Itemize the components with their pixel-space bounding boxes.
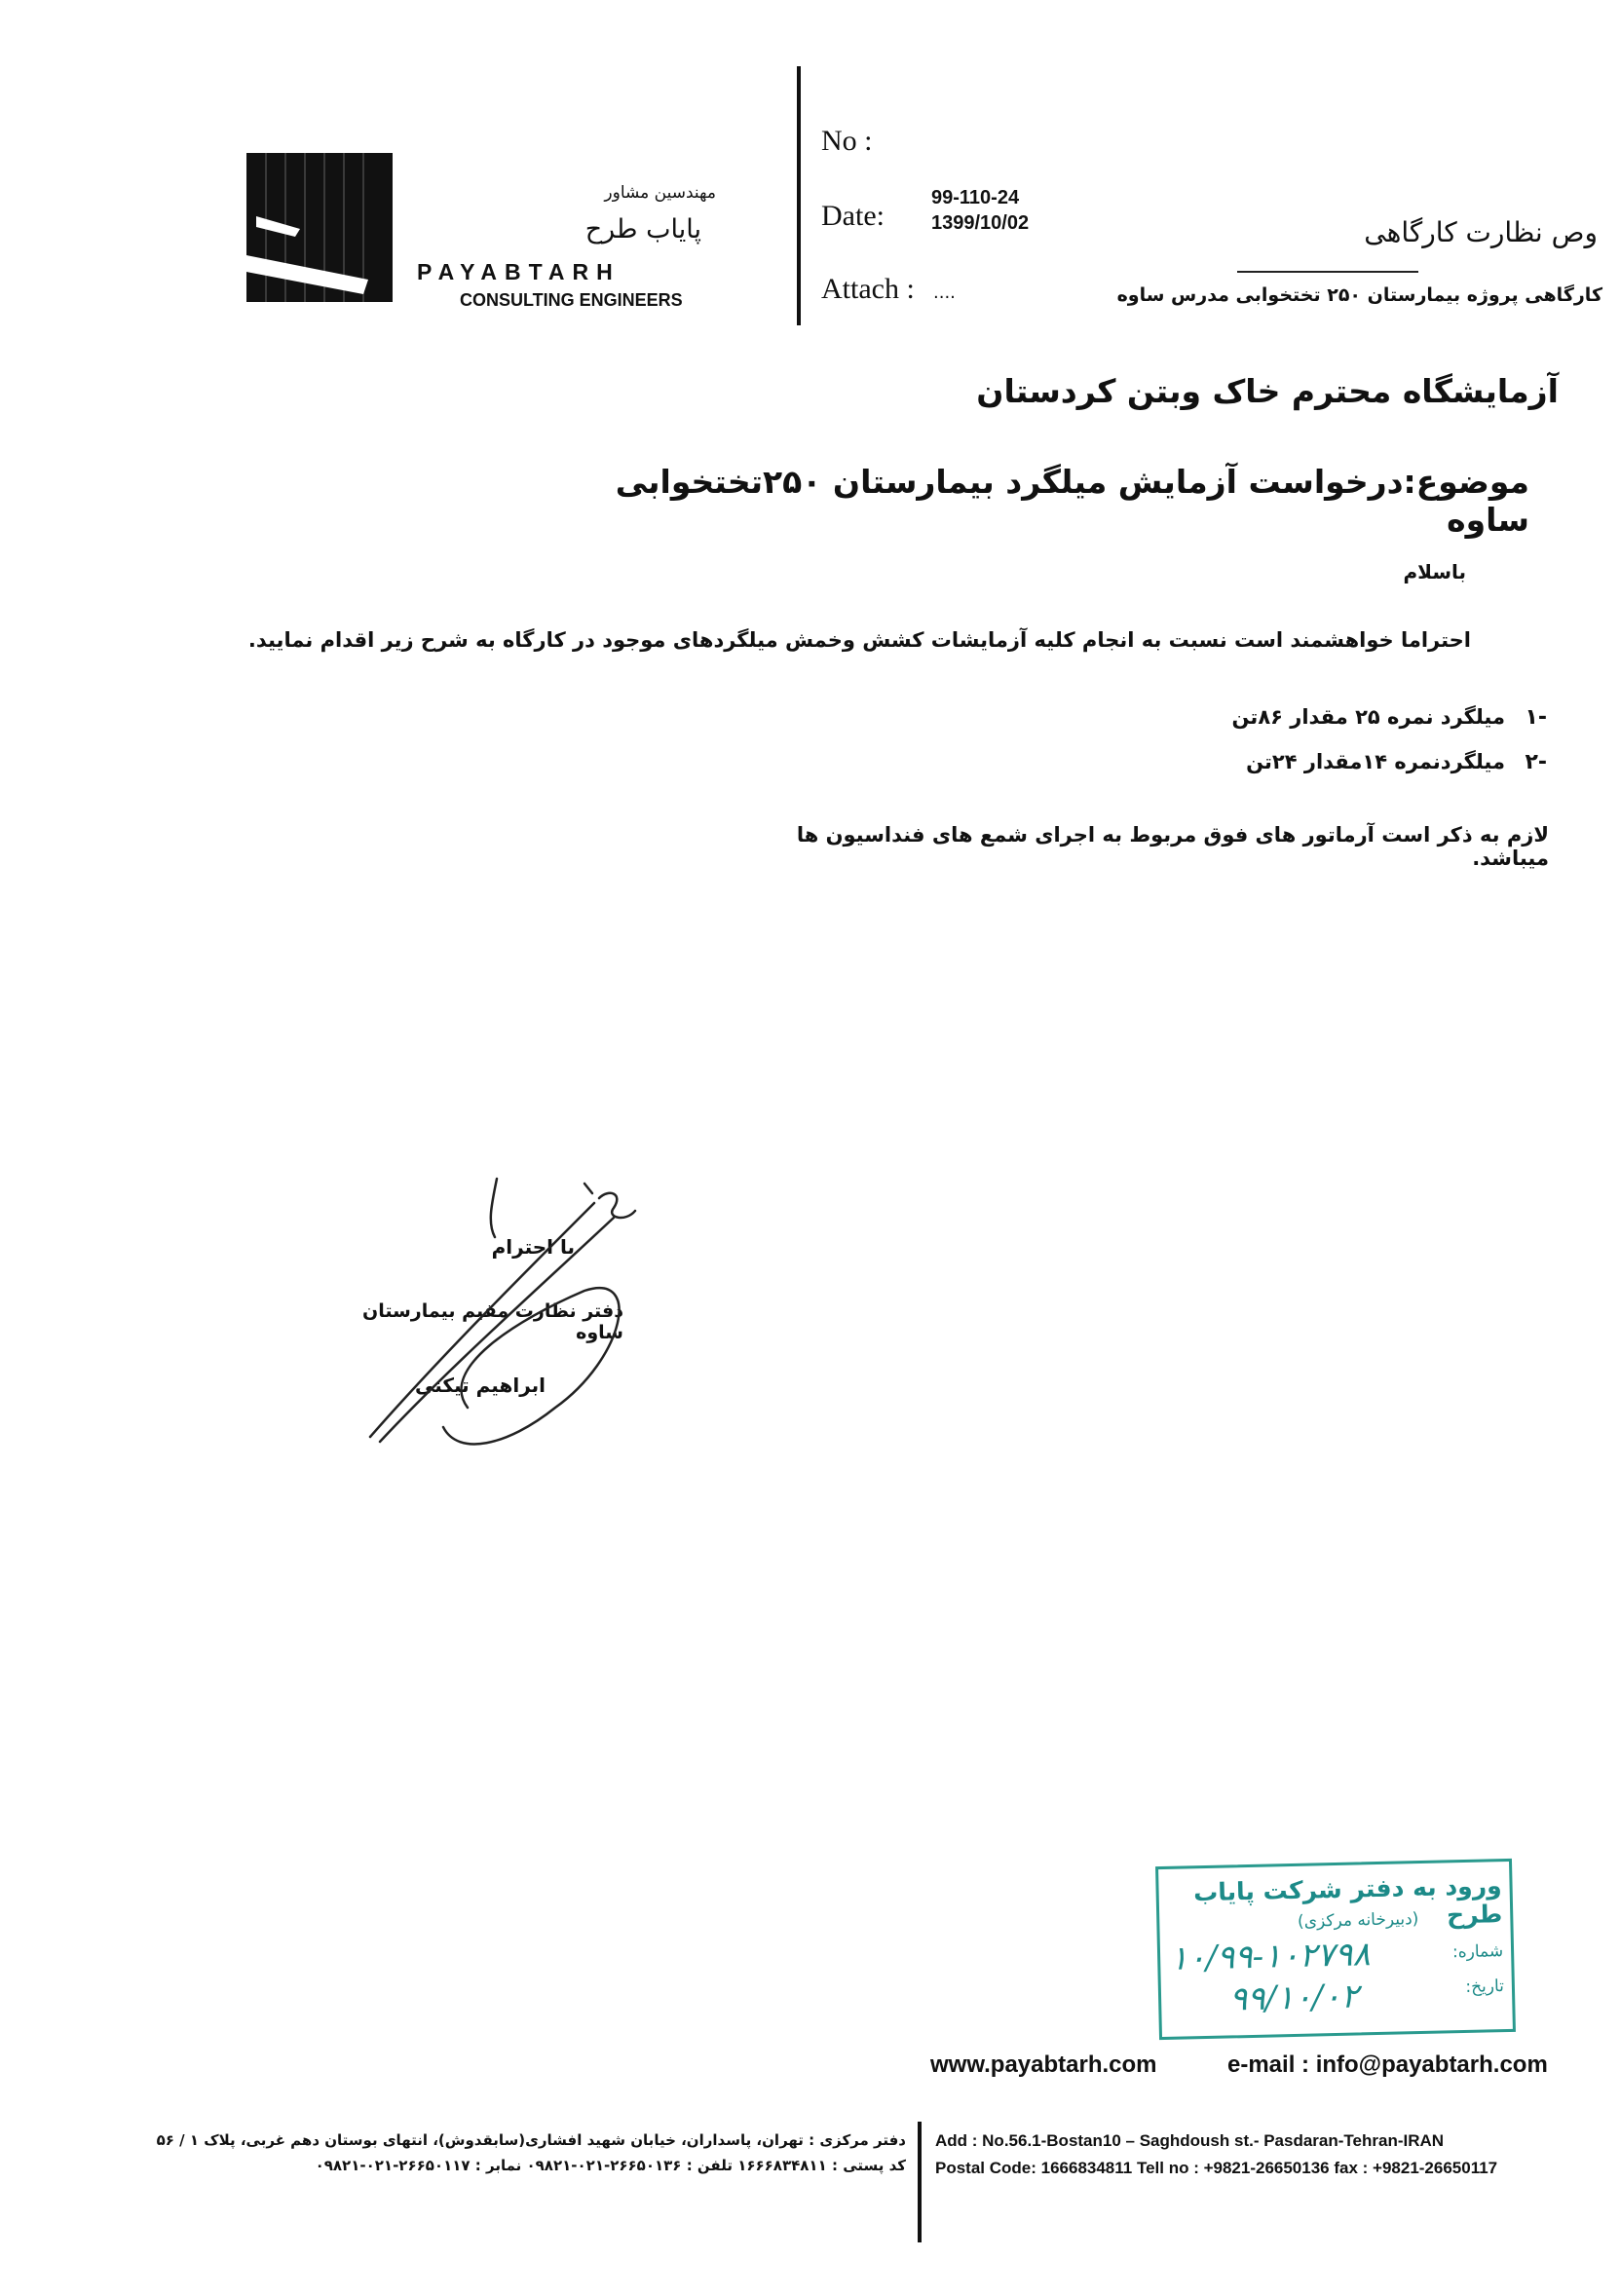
footer-divider	[918, 2122, 922, 2242]
company-name-en: PAYABTARH	[417, 259, 621, 284]
letter-attach-label: Attach :	[821, 273, 915, 305]
closing-text: با احترام	[491, 1235, 575, 1259]
website-link[interactable]: www.payabtarh.com	[930, 2051, 1157, 2078]
address-fa: دفتر مرکزی : تهران، پاسداران، خیابان شهید افشاری(سابقدوش)، انتهای بوستان دهم غربی، پلاک ۱ / ۵۶	[156, 2131, 906, 2149]
request-paragraph: احتراما خواهشمند است نسبت به انجام کلیه آزمایشات کشش وخمش میلگردهای موجود در کارگاه به شرح زیر اقدام نمایید.	[247, 628, 1471, 652]
company-name-fa: پایاب طرح	[584, 214, 701, 245]
letter-date-gregorian: 99-110-24	[931, 187, 1020, 208]
recipient-underline	[1237, 271, 1418, 273]
letter-date-label: Date:	[821, 200, 885, 232]
list-item: میلگرد نمره ۲۵ مقدار ۸۶تن	[1231, 705, 1505, 729]
company-name-fa-small: مهندسین مشاور	[604, 183, 716, 203]
stamp-subtitle: (دبیرخانه مرکزی)	[1297, 1909, 1419, 1932]
stamp-number-label: شماره:	[1451, 1941, 1504, 1963]
telephone-fa: کد پستی : ۱۶۶۶۸۳۴۸۱۱ تلفن : ۲۶۶۵۰۱۳۶-۰۲۱-۰۹۸۲۱ نمابر : ۲۶۶۵۰۱۱۷-۰۲۱-۰۹۸۲۱	[315, 2157, 906, 2174]
reception-stamp	[1155, 1859, 1516, 2040]
stamp-title: ورود به دفتر شرکت پایاب طرح	[1192, 1871, 1503, 1930]
subject-line: موضوع:درخواست آزمایش میلگرد بیمارستان ۲۵۰تختخوابی ساوه	[615, 463, 1529, 539]
signer-office: دفتر نظارت مقیم بیمارستان ساوه	[361, 1300, 623, 1343]
list-item-number: ۲-	[1525, 750, 1547, 774]
stamp-date-label: تاریخ:	[1465, 1976, 1505, 1997]
project-line: کارگاهی پروژه بیمارستان ۲۵۰ تختخوابی مدرس ساوه	[1116, 284, 1602, 306]
signer-name: ابراهیم تیکنی	[414, 1374, 546, 1397]
postal-en: Postal Code: 1666834811 Tell no : +9821-26650136 fax : +9821-26650117	[935, 2159, 1498, 2177]
handwritten-signature	[351, 1164, 682, 1476]
email-link[interactable]: e-mail : info@payabtarh.com	[1227, 2051, 1548, 2078]
note-paragraph: لازم به ذکر است آرماتور های فوق مربوط به اجرای شمع های فنداسیون ها میباشد.	[796, 823, 1549, 870]
letter-date-solar: 1399/10/02	[931, 212, 1030, 234]
address-en: Add : No.56.1-Bostan10 – Saghdoush st.- Pasdaran-Tehran-IRAN	[935, 2131, 1445, 2150]
header-divider	[797, 66, 801, 325]
list-item: میلگردنمره ۱۴مقدار ۲۴تن	[1246, 750, 1505, 773]
letter-attach-value: ....	[933, 282, 956, 303]
stamp-number-value: ۱۰/۹۹-۱۰۲۷۹۸	[1169, 1935, 1372, 1978]
company-subtitle: CONSULTING ENGINEERS	[460, 290, 683, 310]
letter-number-label: No :	[821, 125, 873, 157]
list-item-number: ۱-	[1525, 705, 1547, 730]
stamp-date-value: ۹۹/۱۰/۰۲	[1228, 1976, 1360, 2019]
company-logo	[246, 153, 393, 302]
recipient-line: وص نظارت کارگاهی	[1364, 216, 1598, 248]
greeting: باسلام	[1403, 560, 1466, 583]
addressee: آزمایشگاه محترم خاک وبتن کردستان	[976, 372, 1559, 410]
